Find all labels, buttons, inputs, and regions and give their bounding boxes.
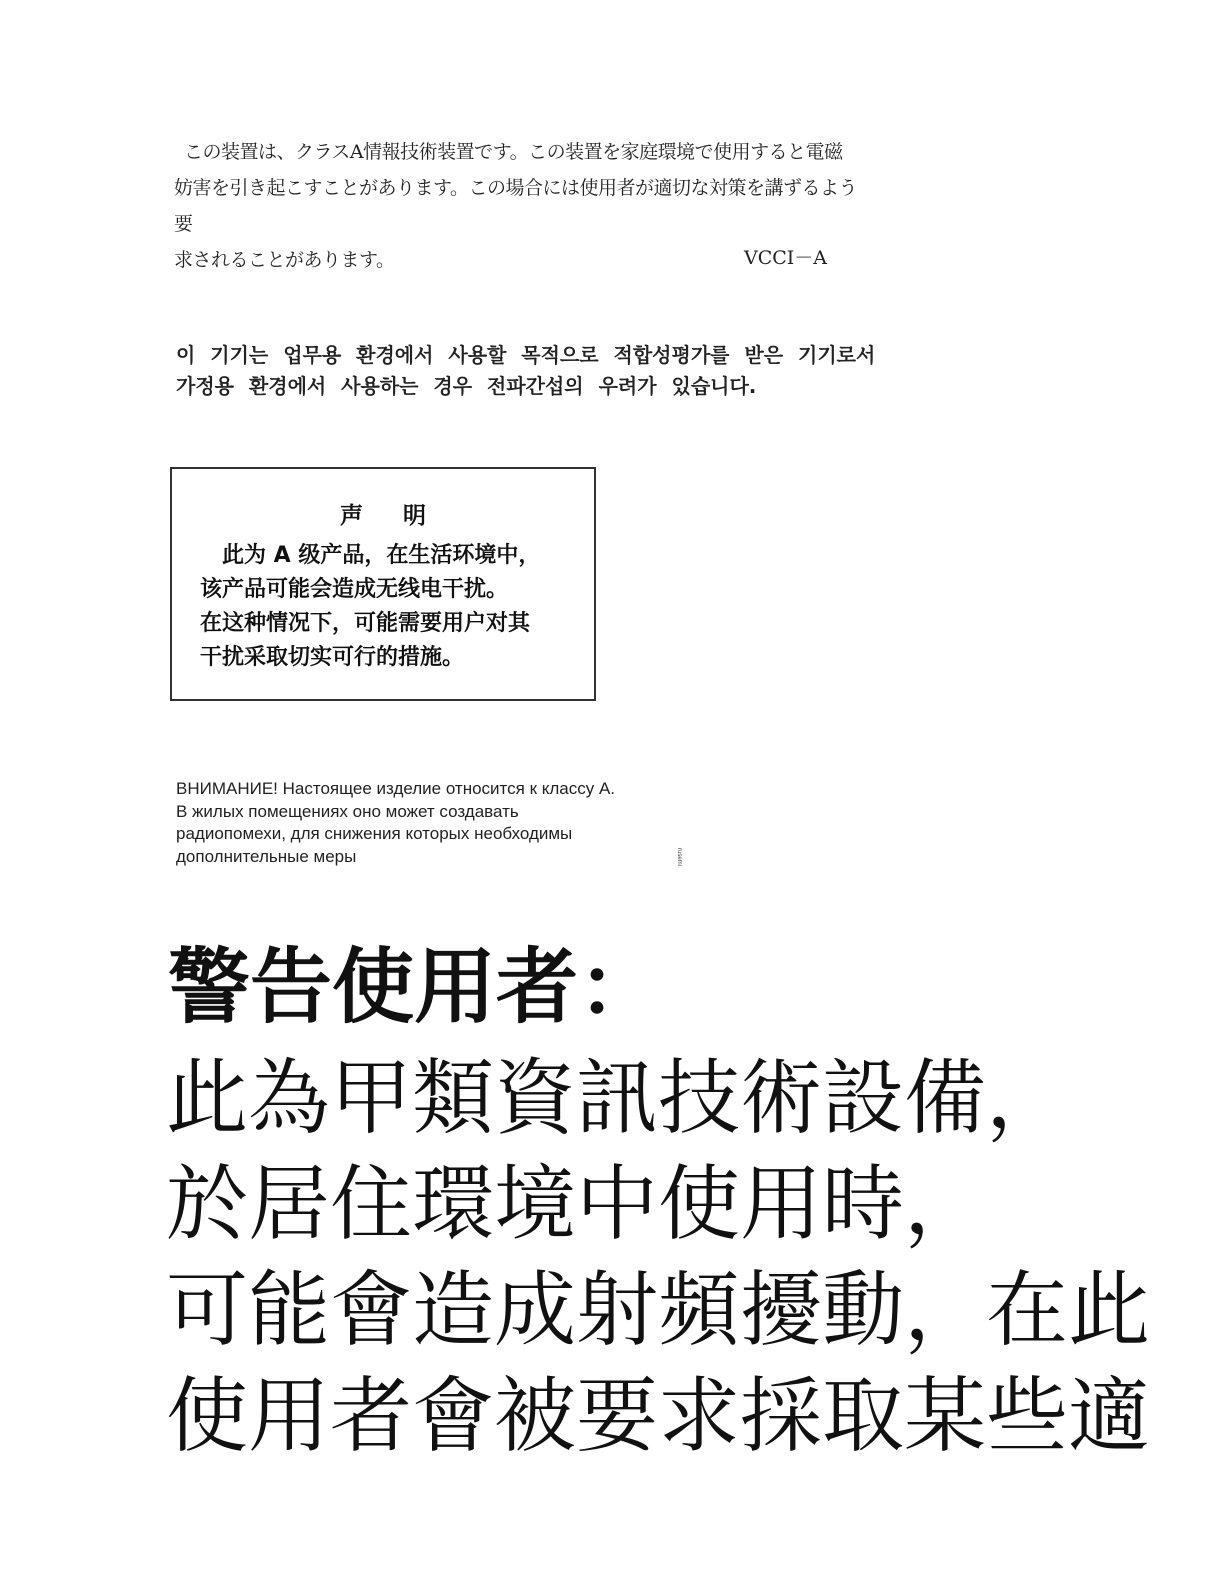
russia-notice-line: В жилых помещениях оно может создавать: [176, 801, 519, 821]
taiwan-warning-heading: 警告使用者：: [168, 940, 661, 1035]
china-statement-title: 声明: [340, 503, 466, 529]
russia-notice-line: радиопомехи, для снижения которых необходимы: [176, 824, 573, 843]
china-statement-line: 在这种情况下，可能需要用户对其: [200, 611, 531, 636]
japan-notice-line: 妨害を引き起こすことがあります。この場合には使用者が適切な対策を講ずるよう要: [174, 177, 857, 235]
korea-notice-line: 이 기기는 업무용 환경에서 사용할 목적으로 적합성평가를 받은 기기로서: [176, 343, 876, 367]
russia-notice-line: дополнительные меры: [176, 846, 357, 866]
china-statement-body: [200, 539, 580, 675]
russia-notice: [176, 778, 716, 868]
taiwan-warning-body: [166, 1046, 1224, 1470]
china-statement-line: 干扰采取切实可行的措施。: [200, 645, 465, 670]
japan-notice-line: この装置は、クラスA情報技術装置です。この装置を家庭環境で使用すると電磁: [184, 141, 843, 163]
china-statement-line: 该产品可能会造成无线电干扰。: [200, 577, 509, 602]
japan-notice-line: 求されることがあります。: [174, 249, 395, 271]
korea-notice-line: 가정용 환경에서 사용하는 경우 전파간섭의 우려가 있습니다.: [176, 374, 757, 398]
korea-notice: [176, 340, 956, 402]
vcci-label: VCCI－A: [744, 247, 828, 269]
taiwan-warning-line: 可能會造成射頻擾動，在此: [166, 1263, 1151, 1358]
china-statement-line: 此为 A 级产品，在生活环境中，: [222, 543, 541, 568]
china-statement-box: [170, 467, 596, 701]
russia-notice-line: ВНИМАНИЕ! Настоящее изделие относится к классу А.: [176, 779, 616, 798]
russia-notice-tag: rusemi: [676, 848, 682, 867]
taiwan-warning-line: 於居住環境中使用時，: [166, 1157, 987, 1252]
taiwan-warning-line: 使用者會被要求採取某些適: [166, 1369, 1151, 1464]
taiwan-warning-line: 此為甲類資訊技術設備，: [166, 1051, 1069, 1146]
